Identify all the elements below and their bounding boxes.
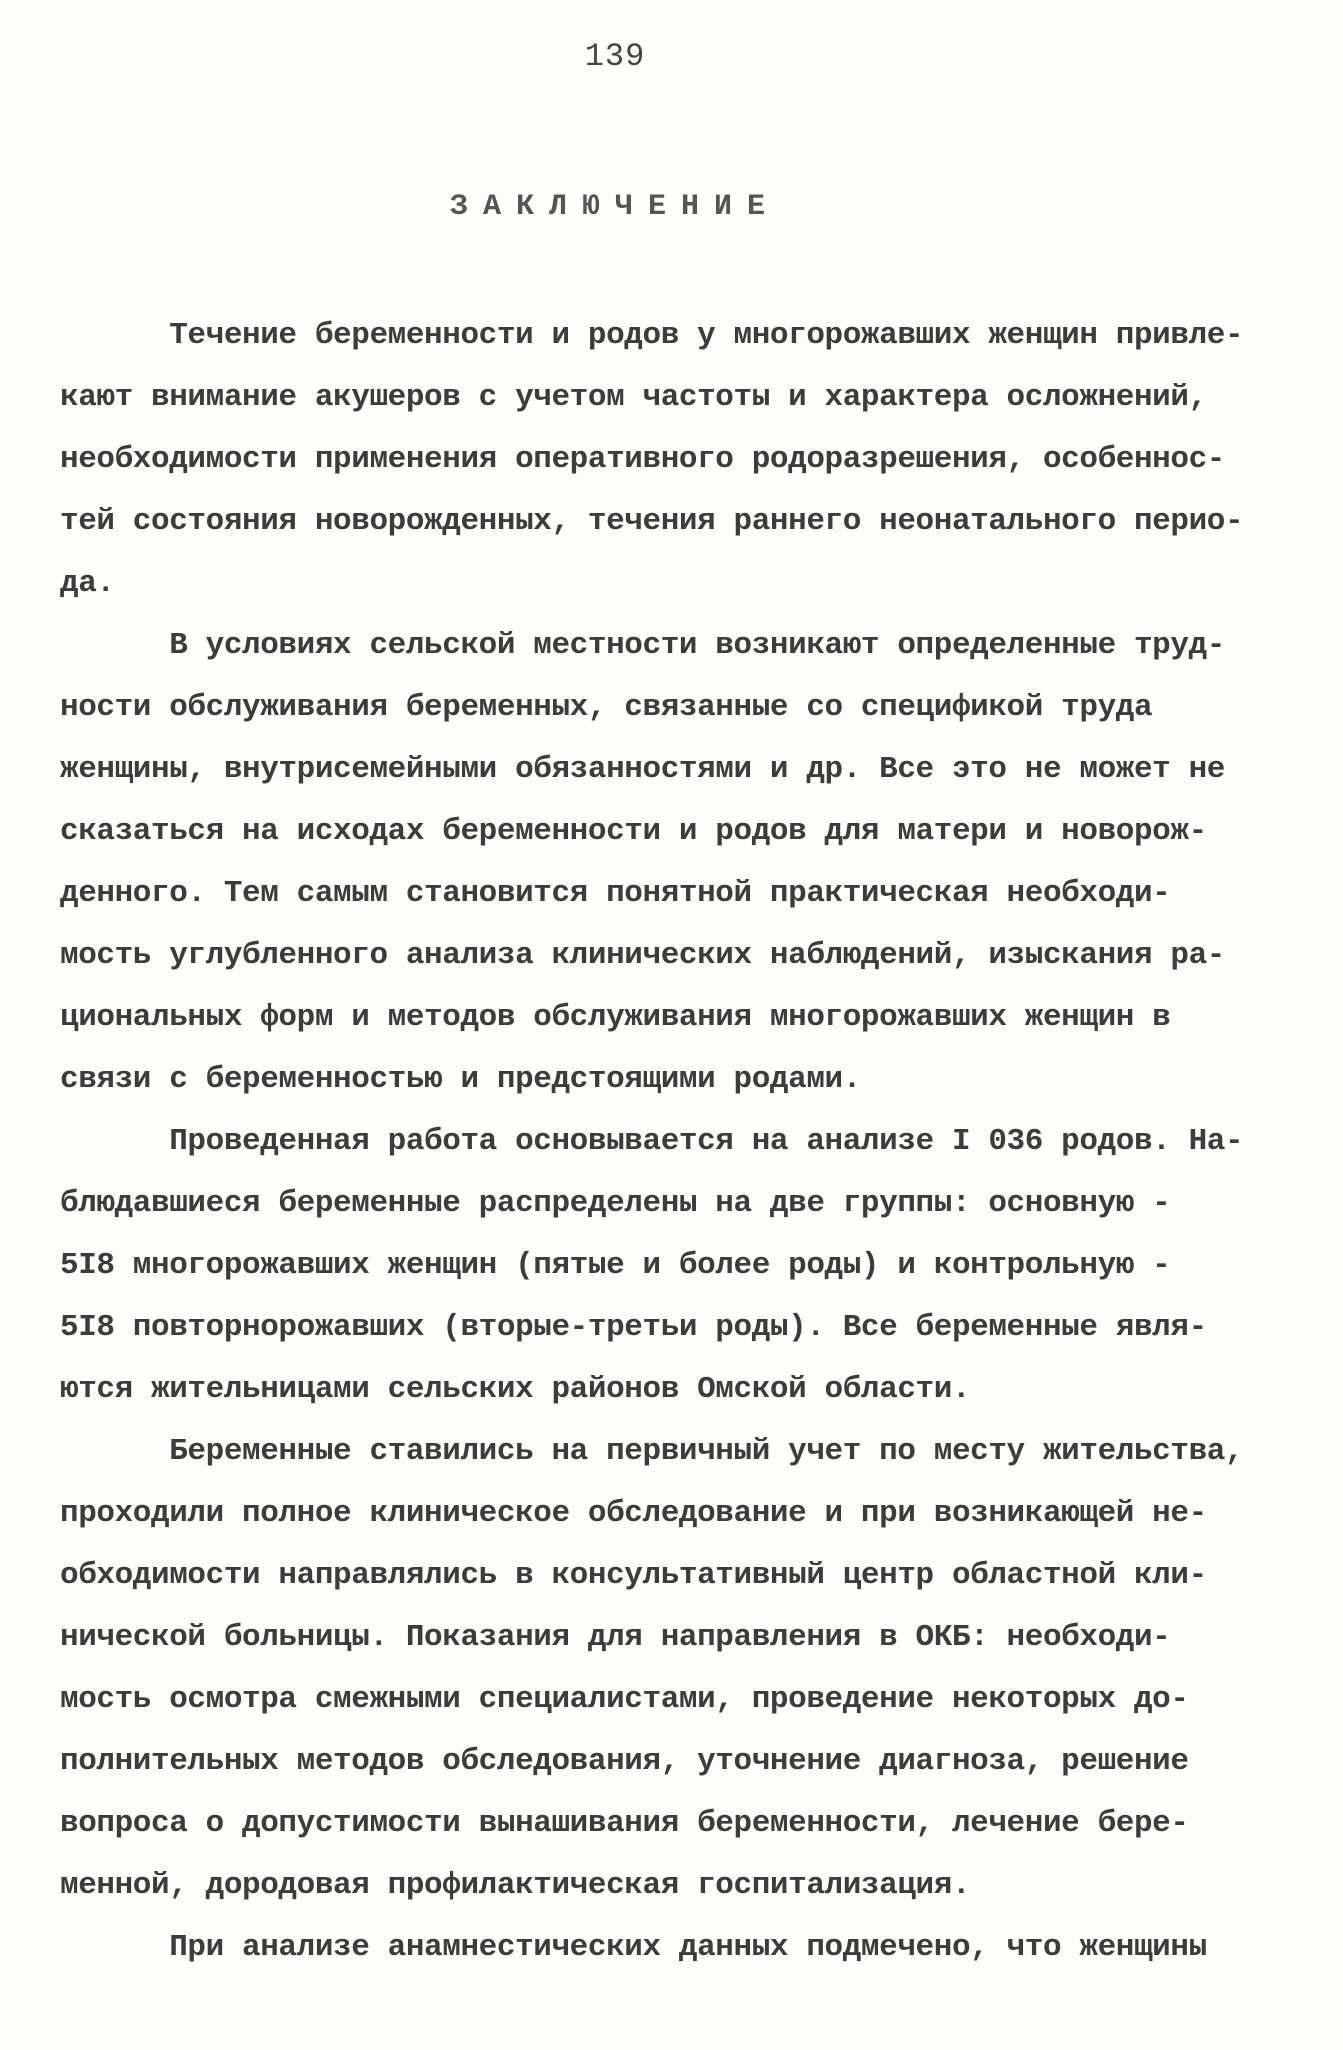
paragraph <box>60 1111 1290 1421</box>
text-line: да. <box>60 566 115 601</box>
text-line: нической больницы. Показания для направления в ОКБ: необходи- <box>60 1620 1171 1655</box>
page-number: 139 <box>584 38 646 75</box>
text-line: необходимости применения оперативного родоразрешения, особеннос- <box>60 442 1225 477</box>
text-line: обходимости направлялись в консультативный центр областной кли- <box>60 1558 1207 1593</box>
text-line: блюдавшиеся беременные распределены на две группы: основную - <box>60 1186 1171 1221</box>
text-line: тей состояния новорожденных, течения раннего неонатального перио- <box>60 504 1244 539</box>
text-line: денного. Тем самым становится понятной практическая необходи- <box>60 876 1171 911</box>
text-line: менной, дородовая профилактическая госпитализация. <box>60 1868 971 1903</box>
text-line: вопроса о допустимости вынашивания беременности, лечение бере- <box>60 1806 1189 1841</box>
section-heading: ЗАКЛЮЧЕНИЕ <box>449 190 781 224</box>
text-line: полнительных методов обследования, уточнение диагноза, решение <box>60 1744 1189 1779</box>
text-line: 5I8 повторнорожавших (вторые-третьи роды). Все беременные явля- <box>60 1310 1207 1345</box>
text-line: мость осмотра смежными специалистами, проведение некоторых до- <box>60 1682 1189 1717</box>
text-line: ности обслуживания беременных, связанные со спецификой труда <box>60 690 1153 725</box>
text-line: В условиях сельской местности возникают определенные труд- <box>60 628 1225 663</box>
text-line: Проведенная работа основывается на анализе I 036 родов. На- <box>60 1124 1244 1159</box>
text-line: женщины, внутрисемейными обязанностями и др. Все это не может не <box>60 752 1225 787</box>
paragraph <box>60 305 1290 615</box>
text-line: ются жительницами сельских районов Омской области. <box>60 1372 971 1407</box>
text-line: сказаться на исходах беременности и родов для матери и новорож- <box>60 814 1207 849</box>
paragraph <box>60 1917 1290 1979</box>
text-line: Беременные ставились на первичный учет по месту жительства, <box>60 1434 1244 1469</box>
text-line: связи с беременностью и предстоящими родами. <box>60 1062 861 1097</box>
text-line: кают внимание акушеров с учетом частоты и характера осложнений, <box>60 380 1207 415</box>
text-line: Течение беременности и родов у многорожавших женщин привле- <box>60 318 1244 353</box>
paragraph <box>60 615 1290 1111</box>
text-line: мость углубленного анализа клинических наблюдений, изыскания ра- <box>60 938 1225 973</box>
text-line: циональных форм и методов обслуживания многорожавших женщин в <box>60 1000 1171 1035</box>
text-line: проходили полное клиническое обследование и при возникающей не- <box>60 1496 1207 1531</box>
paragraph <box>60 1421 1290 1917</box>
text-line: 5I8 многорожавших женщин (пятые и более роды) и контрольную - <box>60 1248 1171 1283</box>
text-line: При анализе анамнестических данных подмечено, что женщины <box>60 1930 1207 1965</box>
body-text <box>60 305 1290 1979</box>
